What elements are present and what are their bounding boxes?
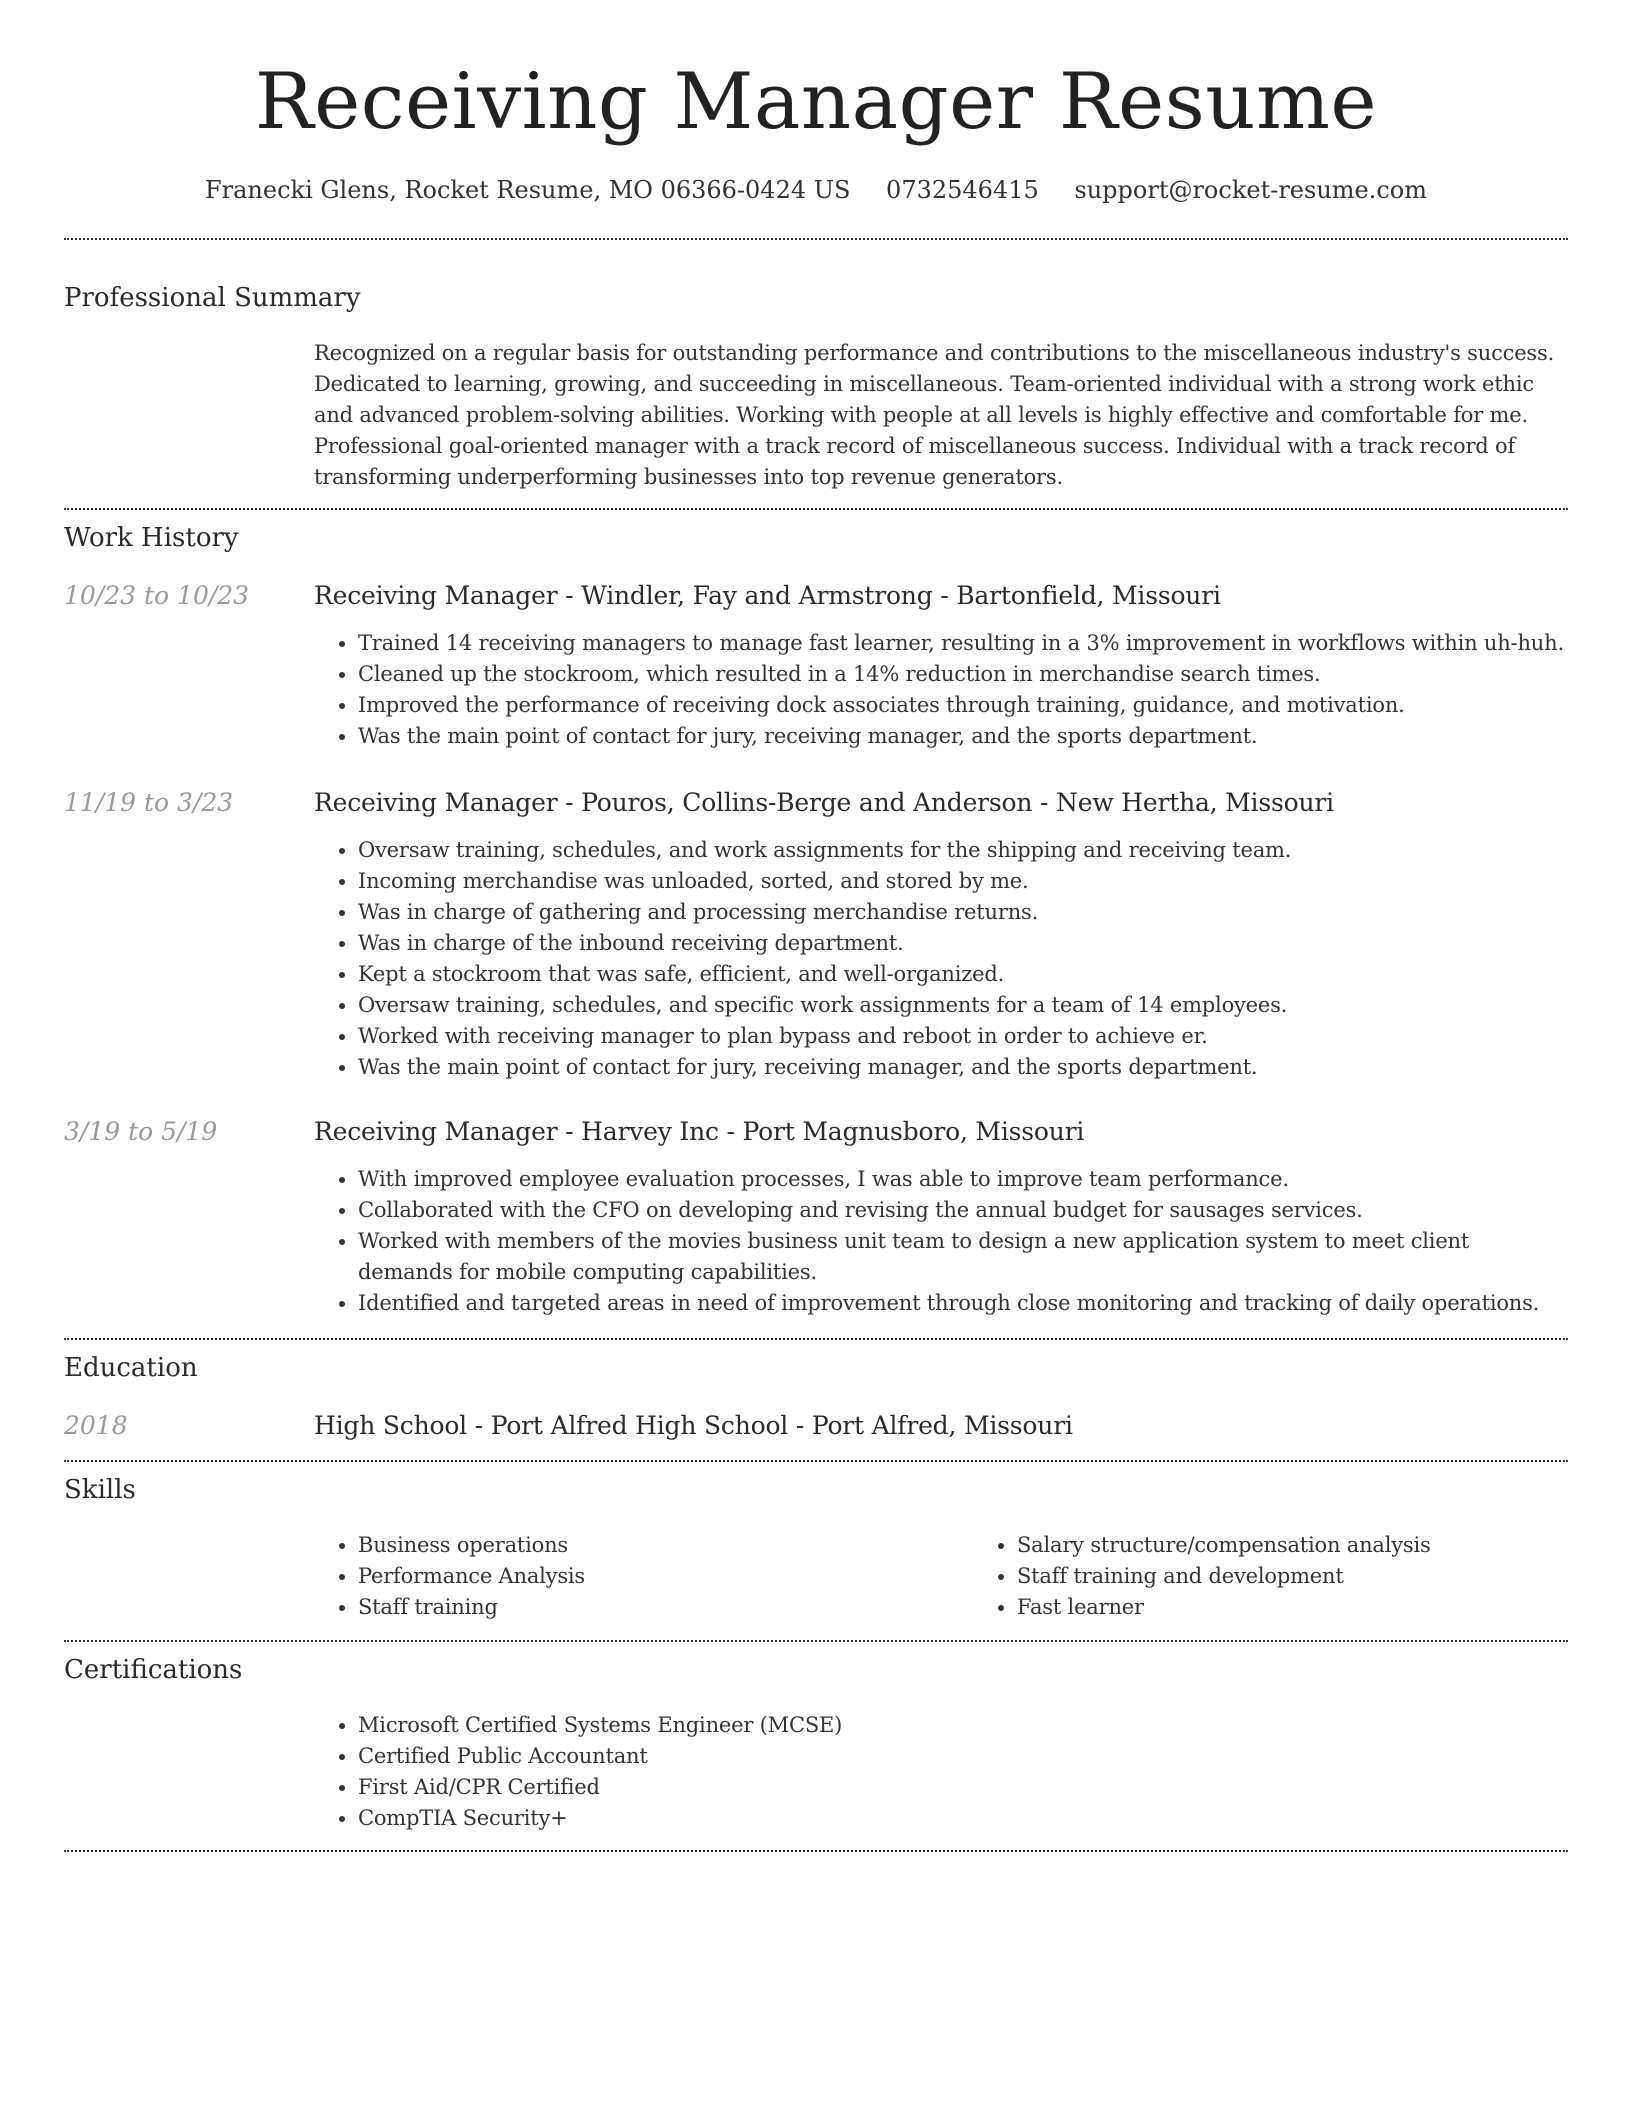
summary-block xyxy=(314,338,1564,493)
list-item: • Staff training xyxy=(358,1592,973,1623)
list-item: • Trained 14 receiving managers to manage fast learner, resulting in a 3% improvement in workflows within uh-huh. xyxy=(358,628,1564,659)
list-item: • Was the main point of contact for jury, receiving manager, and the sports department. xyxy=(358,1052,1564,1083)
divider xyxy=(64,508,1568,510)
list-item: • Performance Analysis xyxy=(358,1561,973,1592)
contact-email: support@rocket-resume.com xyxy=(1074,176,1428,204)
certifications-block xyxy=(314,1710,1564,1834)
list-item: • Cleaned up the stockroom, which resulted in a 14% reduction in merchandise search times. xyxy=(358,659,1564,690)
job-dates: 3/19 to 5/19 xyxy=(64,1117,218,1146)
job-title: Receiving Manager - Harvey Inc - Port Magnusboro, Missouri xyxy=(314,1117,1085,1146)
list-item: • With improved employee evaluation processes, I was able to improve team performance. xyxy=(358,1164,1564,1195)
job-dates: 10/23 to 10/23 xyxy=(64,581,250,610)
education-year: 2018 xyxy=(64,1411,128,1440)
summary-text: Recognized on a regular basis for outstanding performance and contributions to the miscellaneous industry's success. Dedicated to learning, growing, and succeeding in miscellaneous. Team-oriented individual with a strong work ethic and advanced problem-solving abilities. Working with people at all levels is highly effective and comfortable for me. Professional goal-oriented manager with a track record of miscellaneous success. Individual with a track record of transforming underperforming businesses into top revenue generators. xyxy=(314,341,1555,489)
divider xyxy=(64,1850,1568,1852)
list-item: • Microsoft Certified Systems Engineer (MCSE) xyxy=(358,1710,1564,1741)
resume-title: Receiving Manager Resume xyxy=(254,57,1378,147)
list-item: • Incoming merchandise was unloaded, sorted, and stored by me. xyxy=(358,866,1564,897)
list-item: • Oversaw training, schedules, and work assignments for the shipping and receiving team. xyxy=(358,835,1564,866)
list-item: • Fast learner xyxy=(1017,1592,1632,1623)
contact-phone: 0732546415 xyxy=(886,176,1039,204)
divider xyxy=(64,238,1568,240)
divider xyxy=(64,1338,1568,1340)
skills-right-list xyxy=(973,1530,1632,1623)
section-heading-education: Education xyxy=(64,1353,198,1383)
section-heading-summary: Professional Summary xyxy=(64,283,361,313)
section-heading-certifications: Certifications xyxy=(64,1655,243,1685)
section-heading-skills: Skills xyxy=(64,1475,136,1505)
contact-line xyxy=(0,170,1632,210)
list-item: • Certified Public Accountant xyxy=(358,1741,1564,1772)
list-item: • Worked with members of the movies business unit team to design a new application system to meet client demands for mobile computing capabilities. xyxy=(358,1226,1564,1288)
job-bullets xyxy=(314,1164,1564,1319)
list-item: • First Aid/CPR Certified xyxy=(358,1772,1564,1803)
list-item: • Kept a stockroom that was safe, efficient, and well-organized. xyxy=(358,959,1564,990)
list-item: • Was the main point of contact for jury, receiving manager, and the sports department. xyxy=(358,721,1564,752)
section-heading-work-history: Work History xyxy=(64,523,239,553)
divider xyxy=(64,1640,1568,1642)
list-item: • Identified and targeted areas in need of improvement through close monitoring and tracking of daily operations. xyxy=(358,1288,1564,1319)
list-item: • Salary structure/compensation analysis xyxy=(1017,1530,1632,1561)
list-item: • Was in charge of gathering and processing merchandise returns. xyxy=(358,897,1564,928)
education-entry: High School - Port Alfred High School - Port Alfred, Missouri xyxy=(314,1411,1073,1440)
list-item: • Improved the performance of receiving dock associates through training, guidance, and motivation. xyxy=(358,690,1564,721)
list-item: • CompTIA Security+ xyxy=(358,1803,1564,1834)
list-item: • Collaborated with the CFO on developing and revising the annual budget for sausages services. xyxy=(358,1195,1564,1226)
list-item: • Worked with receiving manager to plan bypass and reboot in order to achieve er. xyxy=(358,1021,1564,1052)
skills-left-list xyxy=(314,1530,973,1623)
job-bullets xyxy=(314,628,1564,752)
job-bullets xyxy=(314,835,1564,1083)
divider xyxy=(64,1460,1568,1462)
skills-block xyxy=(314,1530,1564,1623)
list-item: • Was in charge of the inbound receiving department. xyxy=(358,928,1564,959)
list-item: • Business operations xyxy=(358,1530,973,1561)
list-item: • Staff training and development xyxy=(1017,1561,1632,1592)
job-dates: 11/19 to 3/23 xyxy=(64,788,234,817)
job-title: Receiving Manager - Windler, Fay and Armstrong - Bartonfield, Missouri xyxy=(314,581,1221,610)
list-item: • Oversaw training, schedules, and specific work assignments for a team of 14 employees. xyxy=(358,990,1564,1021)
contact-address: Franecki Glens, Rocket Resume, MO 06366-0424 US xyxy=(204,176,851,204)
job-title: Receiving Manager - Pouros, Collins-Berge and Anderson - New Hertha, Missouri xyxy=(314,788,1334,817)
